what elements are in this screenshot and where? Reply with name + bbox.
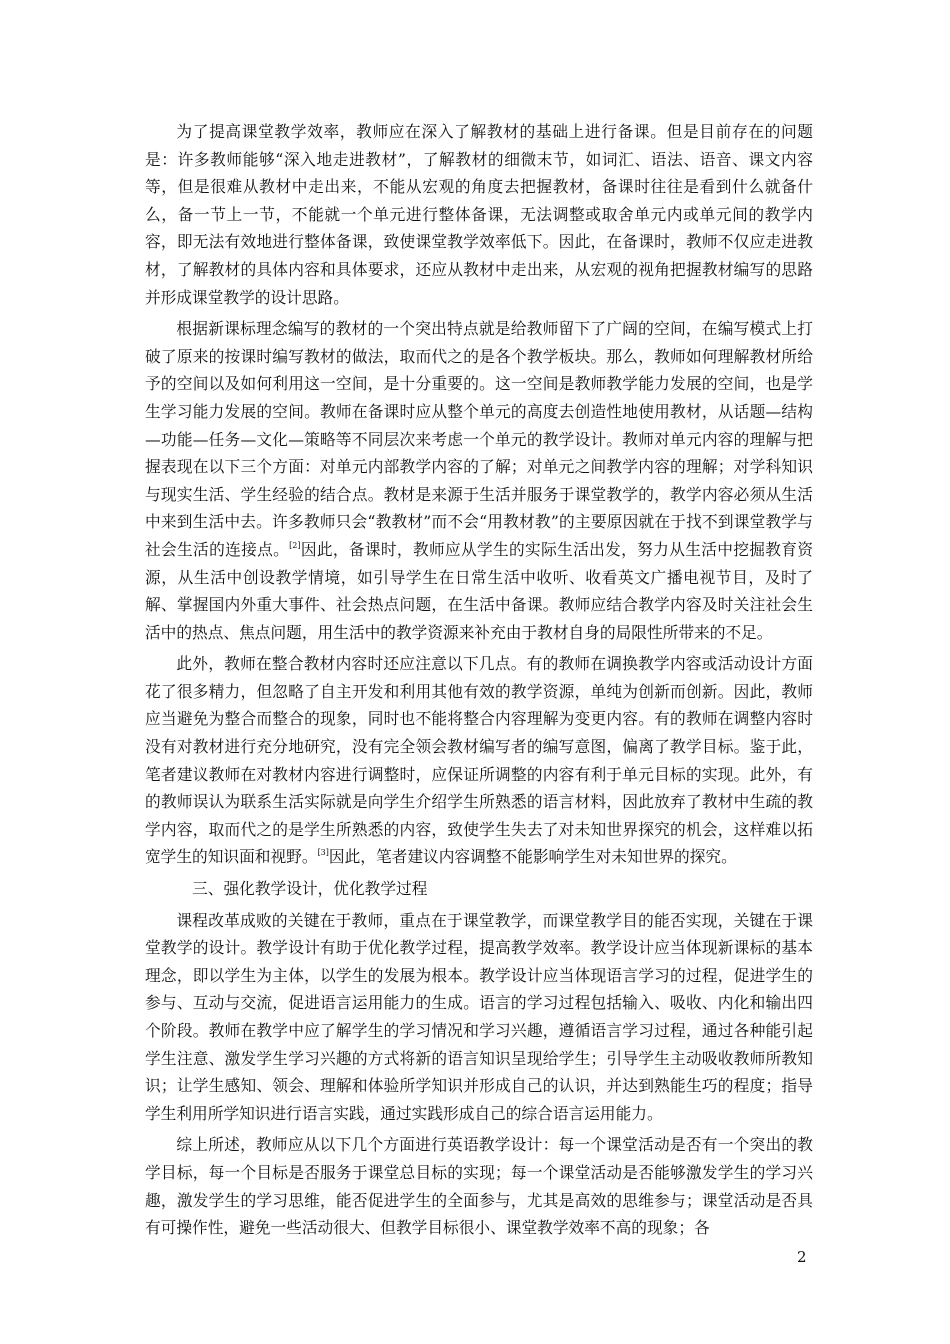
document-body <box>145 118 813 1246</box>
paragraph-3-text-a: 此外，教师在整合教材内容时还应注意以下几点。有的教师在调换教学内容或活动设计方面花了很多精力，但忽略了自主开发和利用其他有效的教学资源，单纯为创新而创新。因此，教师应当避免为整合而整合的现象，同时也不能将整合内容理解为变更内容。有的教师在调整内容时没有对教材进行充分地研究，没有完全领会教材编写者的编写意图，偏离了教学目标。鉴于此，笔者建议教师在对教材内容进行调整时，应保证所调整的内容有利于单元目标的实现。此外，有的教师误认为联系生活实际就是向学生介绍学生所熟悉的语言材料，因此放弃了教材中生疏的教学内容，取而代之的是学生所熟悉的内容，致使学生失去了对未知世界探究的机会，这样难以拓宽学生的知识面和视野。 <box>145 654 813 867</box>
paragraph-2-text-b: 因此，备课时，教师应从学生的实际生活出发，努力从生活中挖掘教育资源，从生活中创设教学情境，如引导学生在日常生活中收听、收看英文广播电视节目，及时了解、掌握国内外重大事件、社会热点问题，在生活中备课。教师应结合教学内容及时关注社会生活中的热点、焦点问题，用生活中的教学资源来补充由于教材自身的局限性所带来的不足。 <box>145 539 814 642</box>
paragraph-1: 为了提高课堂教学效率，教师应在深入了解教材的基础上进行备课。但是目前存在的问题是：许多教师能够“深入地走进教材”，了解教材的细微末节，如词汇、语法、语音、课文内容等，但是很难从教材中走出来，不能从宏观的角度去把握教材，备课时往往是看到什么就备什么，备一节上一节，不能就一个单元进行整体备课，无法调整或取舍单元内或单元间的教学内容，即无法有效地进行整体备课，致使课堂教学效率低下。因此，在备课时，教师不仅应走进教材，了解教材的具体内容和具体要求，还应从教材中走出来，从宏观的视角把握教材编写的思路并形成课堂教学的设计思路。 <box>145 122 813 307</box>
citation-ref-2: [2] <box>289 540 301 550</box>
paragraph-3 <box>145 650 813 871</box>
paragraph-2-text-a: 根据新课标理念编写的教材的一个突出特点就是给教师留下了广阔的空间，在编写模式上打破了原来的按课时编写教材的做法，取而代之的是各个教学板块。那么，教师如何理解教材所给予的空间以及如何利用这一空间，是十分重要的。这一空间是教师教学能力发展的空间，也是学生学习能力发展的空间。教师在备课时应从整个单元的高度去创造性地使用教材，从话题—结构—功能—任务—文化—策略等不同层次来考虑一个单元的教学设计。教师对单元内容的理解与把握表现在以下三个方面：对单元内部教学内容的了解；对单元之间教学内容的理解；对学科知识与现实生活、学生经验的结合点。教材是来源于生活并服务于课堂教学的，教学内容必须从生活中来到生活中去。许多教师只会“教教材”而不会“用教材教”的主要原因就在于找不到课堂教学与社会生活的连接点。 <box>145 319 813 559</box>
paragraph-5: 综上所述，教师应从以下几个方面进行英语教学设计：每一个课堂活动是否有一个突出的教学目标，每一个目标是否服务于课堂总目标的实现；每一个课堂活动是否能够激发学生的学习兴趣，激发学生的学习思维，能否促进学生的全面参与，尤其是高效的思维参与；课堂活动是否具有可操作性，避免一些活动很大、但教学目标很小、课堂教学效率不高的现象；各 <box>145 1135 813 1238</box>
paragraph-3-text-b: 因此，笔者建议内容调整不能影响学生对未知世界的探究。 <box>328 847 737 867</box>
paragraph-4: 课程改革成败的关键在于教师，重点在于课堂教学，而课堂教学目的能否实现，关键在于课堂教学的设计。教学设计有助于优化教学过程，提高教学效率。教学设计应当体现新课标的基本理念，即以学生为主体，以学生的发展为根本。教学设计应当体现语言学习的过程，促进学生的参与、互动与交流，促进语言运用能力的生成。语言的学习过程包括输入、吸收、内化和输出四个阶段。教师在教学中应了解学生的学习情况和学习兴趣，遵循语言学习过程，通过各种能引起学生注意、激发学生学习兴趣的方式将新的语言知识呈现给学生；引导学生主动吸收教师所教知识；让学生感知、领会、理解和体验所学知识并形成自己的认识，并达到熟能生巧的程度；指导学生利用所学知识进行语言实践，通过实践形成自己的综合语言运用能力。 <box>145 910 813 1123</box>
paragraph-2 <box>145 315 813 646</box>
section-heading: 三、强化教学设计，优化教学过程 <box>192 879 428 899</box>
page-number: 2 <box>797 1248 807 1266</box>
citation-ref-3: [3] <box>317 848 329 858</box>
